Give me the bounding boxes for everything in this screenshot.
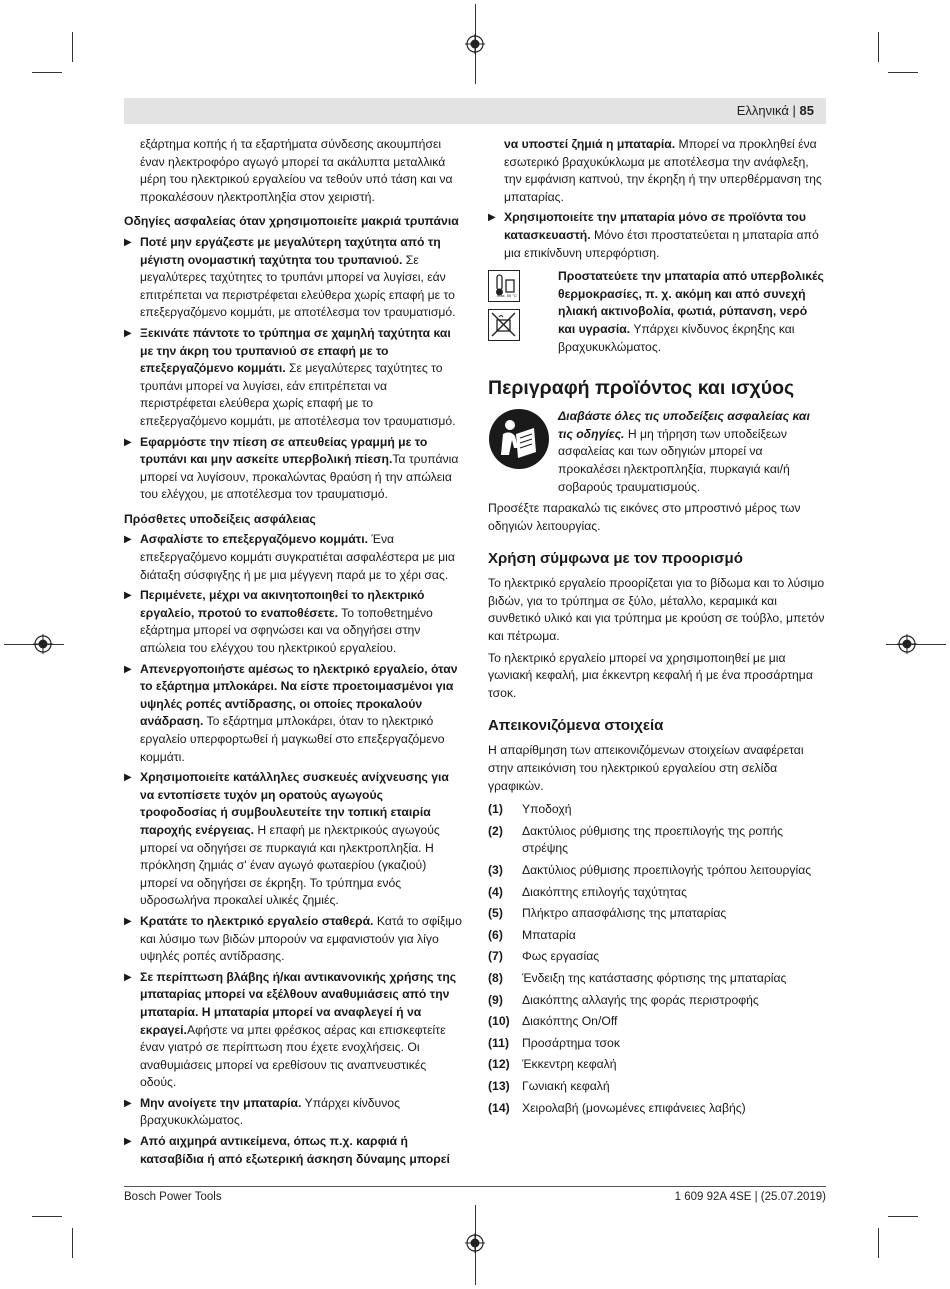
bullet-bold: Μην ανοίγετε την μπαταρία. [140,1095,302,1110]
bullet-text: Αφήστε να μπει φρέσκος αέρας και επισκεφτείτε έναν γιατρό σε περίπτωση που έχετε ενοχλήσεις. Οι αναθυμιάσεις μπορεί να ερεθίσουν τις αναπνευστικές οδούς. [140,1022,446,1090]
item-number: (2) [488,823,503,838]
bullet-item [124,531,462,584]
crop-mark [888,72,918,73]
bullet-text: Το εξάρτημα μπλοκάρει, όταν το ηλεκτρικό εργαλείο υπερφορτωθεί ή μαγκωθεί στο επεξεργαζόμενο κομμάτι. [140,714,445,764]
item-number: (13) [488,1078,510,1093]
footer-brand: Bosch Power Tools [124,1191,222,1203]
bullet-bold: Ξεκινάτε πάντοτε το τρύπημα σε χαμηλή ταχύτητα και με την άκρη του τρυπανιού σε επαφή με το επεξεργαζόμενο κομμάτι. [140,325,451,376]
item-number: (14) [488,1100,510,1115]
bullet-item [124,434,462,504]
protect-paragraph [558,268,826,356]
bullet-bold: Περιμένετε, μέχρι να ακινητοποιηθεί το ηλεκτρικό εργαλείο, προτού το εναποθέσετε. [140,588,425,620]
list-item [488,1013,826,1031]
header-label [737,103,814,118]
item-number: (10) [488,1014,510,1029]
section-heading: Πρόσθετες υποδείξεις ασφάλειας [124,511,316,526]
bullet-text: Τα τρυπάνια μπορεί να λυγίσουν, προκαλώντας θραύση ή την απώλεια του ελέγχου, με αποτέλεσμα τον τραυματισμό. [140,452,459,502]
item-label: Πλήκτρο απασφάλισης της μπαταρίας [522,906,727,921]
bullet-text: Σε μεγαλύτερες ταχύτητες το τρυπάνι μπορεί να λυγίσει, εάν επιτρέπεται να περιστρέφεται ελεύθερα χωρίς επαφή με το επεξεργαζόμενο κομμάτι, με αποτέλεσμα τον τραυματισμό. [140,252,456,320]
bullet-bold: Ποτέ μην εργάζεστε με μεγαλύτερη ταχύτητα από τη μέγιστη ονομαστική ταχύτητα του τρυπανιού. [140,234,441,267]
item-label: Διακόπτης On/Off [522,1014,618,1029]
list-item [488,948,826,966]
thermometer-battery-icon [488,270,520,302]
item-number: (4) [488,884,503,899]
read-text: Η μη τήρηση των υποδείξεων ασφαλείας και των οδηγιών μπορεί να προκαλέσει ηλεκτροπληξία, πυρκαγιά και/ή σοβαρούς τραυματισμούς. [558,426,790,494]
item-number: (12) [488,1057,510,1072]
page-header [124,98,826,124]
registration-mark-icon [897,634,917,654]
crop-mark [888,1216,918,1217]
item-number: (8) [488,970,503,985]
item-label: Διακόπτης αλλαγής της φοράς περιστροφής [522,992,759,1007]
use-paragraph-2: Το ηλεκτρικό εργαλείο μπορεί να χρησιμοποιηθεί με μια γωνιακή κεφαλή, μια έκκεντρη κεφαλή ή με ένα προσάρτημα τσοκ. [488,650,813,700]
read-manual-paragraph [558,408,826,496]
list-item [488,970,826,988]
bullet-bold: Ασφαλίστε το επεξεργαζόμενο κομμάτι. [140,532,368,547]
bullet-item [124,234,462,322]
registration-mark-icon [465,1233,485,1253]
components-list [488,801,826,1117]
bullet-item [124,1095,462,1130]
item-label: Δακτύλιος ρύθμισης προεπιλογής τρόπου λειτουργίας [522,863,812,877]
item-label: Δακτύλιος ρύθμισης της προεπιλογής της ροπής στρέψης [522,823,784,856]
bullet-bold: Από αιχμηρά αντικείμενα, όπως π.χ. καρφιά ή κατσαβίδια ή από εξωτερική άσκηση δύναμης μπορεί [140,1134,450,1166]
item-label: Ένδειξη της κατάστασης φόρτισης της μπαταρίας [522,970,787,985]
bullet-item [124,587,462,657]
read-manual-icon [488,408,550,470]
registration-mark-icon [33,634,53,654]
item-label: Έκκεντρη κεφαλή [522,1057,617,1072]
bullet-text: Υπάρχει κίνδυνος βραχυκυκλώματος. [140,1095,400,1128]
list-item [488,905,826,923]
protect-text: Υπάρχει κίνδυνος έκρηξης και βραχυκυκλώματος. [558,321,795,354]
item-label: Προσάρτημα τσοκ [522,1035,620,1050]
bullet-bold: Χρησιμοποιείτε κατάλληλες συσκευές ανίχνευσης για να εντοπίσετε τυχόν μη ορατούς αγωγούς τροφοδοσίας ή συμβουλευτείτε την τοπική εταιρία παροχής ενέργειας. [140,770,449,837]
bullet-text: Κατά το σφίξιμο και λύσιμο των βιδών μπορούν να εμφανιστούν για λίγο υψηλές ροπές αντίδρασης. [140,913,462,964]
header-separator: | [792,103,796,118]
list-item [488,884,826,902]
bullet-item [124,969,462,1092]
bullet-bold: να υποστεί ζημιά η μπαταρία. [504,137,676,151]
bullet-item [124,913,462,966]
bullet-text: Η επαφή με ηλεκτρικούς αγωγούς μπορεί να οδηγήσει σε πυρκαγιά και ηλεκτροπληξία. Η πρόκληση ζημιάς σ' έναν αγωγό φωταερίου (γκαζιού) μπορεί να οδηγήσει σε έκρηξη. Το τρύπημα ενός υδροσωλήνα προκαλεί υλικές ζημιές. [140,822,440,908]
bullet-bold: Απενεργοποιήστε αμέσως το ηλεκτρικό εργαλείο, όταν το εξάρτημα μπλοκάρει. Να είστε προετοιμασμένοι για υψηλές ροπές αντίδρασης, οι οποίες προκαλούν ανάδραση. [140,661,458,729]
item-label: Φως εργασίας [522,949,600,964]
item-label: Διακόπτης επιλογής ταχύτητας [522,884,687,899]
registration-mark-icon [465,34,485,54]
item-label: Γωνιακή κεφαλή [522,1078,610,1093]
item-number: (6) [488,927,503,942]
crop-mark [878,32,879,62]
item-number: (1) [488,802,503,817]
continued-paragraph [488,136,826,206]
bullet-text: Μόνο έτσι προστατεύεται η μπαταρία από μια επικίνδυνη υπερφόρτιση. [504,227,819,260]
warning-icons [488,268,558,356]
list-item [488,992,826,1010]
use-paragraph-1: Το ηλεκτρικό εργαλείο προορίζεται για το βίδωμα και το λύσιμο βιδών, για το τρύπημα σε ξύλο, μέταλλο, κεραμικά και συνθετικό υλικό και για τρύπημα με κρούση σε τούβλο, μπετόν και πέτρωμα. [488,576,825,644]
item-number: (5) [488,906,503,921]
list-item [488,1078,826,1096]
read-bold: Διαβάστε όλες τις υποδείξεις ασφαλείας και τις οδηγίες. [558,409,810,441]
footer-doc-id: 1 609 92A 4SE | (25.07.2019) [674,1191,826,1203]
section-heading: Οδηγίες ασφαλείας όταν χρησιμοποιείτε μακριά τρυπάνια [124,214,459,229]
item-number: (7) [488,949,503,964]
prohibited-icon [489,310,518,339]
bullet-item [488,209,826,262]
item-number: (11) [488,1035,510,1050]
bullet-text: Το τοποθετημένο εξάρτημα μπορεί να σφηνώσει και να οδηγήσει στην απώλεια του ελέγχου του ηλεκτρικού εργαλείου. [140,605,433,656]
item-label: Υποδοχή [522,802,572,817]
section-title: Περιγραφή προϊόντος και ισχύος [488,377,795,400]
bullet-item [124,769,462,910]
item-number: (3) [488,863,503,877]
list-item [488,1056,826,1074]
crop-mark [32,1216,62,1217]
protect-bold: Προστατεύετε την μπαταρία από υπερβολικές θερμοκρασίες, π. χ. ακόμη και από συνεχή ηλιακή ακτινοβολία, φωτιά, ρύπανση, νερό και υγρασία. [558,269,824,336]
left-column [124,136,462,1171]
list-item [488,1035,826,1053]
bullet-bold: Εφαρμόστε την πίεση σε απευθείας γραμμή με το τρυπάνι και μην ασκείτε υπερβολική πίεση. [140,434,428,467]
crop-mark [878,1228,879,1258]
intro-paragraph: εξάρτημα κοπής ή τα εξαρτήματα σύνδεσης ακουμπήσει έναν ηλεκτροφόρο αγωγό μπορεί τα ακάλυπτα μεταλλικά μέρη του ηλεκτρικού εργαλείου να τεθούν υπό τάση και να προκαλέσουν ηλεκτροπληξία στον χειριστή. [140,137,453,204]
list-item [488,862,826,880]
footer-rule [124,1186,826,1187]
bullet-text: Μπορεί να προκληθεί ένα εσωτερικό βραχυκύκλωμα με αποτέλεσμα την ανάφλεξη, την εμφάνιση καπνού, την έκρηξη ή την υπερθέρμανση της μπαταρίας. [504,137,822,204]
bullet-text: Ένα επεξεργαζόμενο κομμάτι συγκρατιέται ασφαλέστερα με μια διάταξη σύσφιγξης ή με μια μέγγενη παρά με το χέρι σας. [140,532,455,582]
list-item [488,823,826,858]
read-manual-block [488,408,826,496]
page-number: 85 [799,103,814,118]
crop-mark [72,32,73,62]
read-manual-icon-wrap [488,408,558,496]
crop-mark [32,72,62,73]
bullet-bold: Χρησιμοποιείτε την μπαταρία μόνο σε προϊόντα του κατασκευαστή. [504,210,806,242]
list-item [488,801,826,819]
right-column [488,136,826,1121]
crop-mark [72,1228,73,1258]
note-paragraph: Προσέξτε παρακαλώ τις εικόνες στο μπροστινό μέρος των οδηγιών λειτουργίας. [488,501,801,533]
list-item [488,1100,826,1118]
header-language: Ελληνικά [736,103,789,118]
components-heading: Απεικονιζόμενα στοιχεία [488,717,664,735]
bullet-bold: Κρατάτε το ηλεκτρικό εργαλείο σταθερά. [140,913,374,928]
temperature-warning [488,268,826,356]
bullet-item [124,661,462,767]
no-water-icon [488,309,520,341]
use-heading: Χρήση σύμφωνα με τον προορισμό [488,550,743,568]
components-intro: Η απαρίθμηση των απεικονιζόμενων στοιχείων αναφέρεται στην απεικόνιση του ηλεκτρικού εργαλείου στη σελίδα γραφικών. [488,743,804,793]
bullet-item [124,1133,462,1168]
item-label: Χειρολαβή (μονωμένες επιφάνειες λαβής) [522,1100,746,1115]
item-number: (9) [488,992,503,1007]
list-item [488,927,826,945]
temperature-label: max. 50 °C [497,293,517,299]
bullet-item [124,325,462,431]
bullet-bold: Σε περίπτωση βλάβης ή/και αντικανονικής χρήσης της μπαταρίας μπορεί να εξέλθουν αναθυμιάσεις από την μπαταρία. Η μπαταρία μπορεί να αναφλεγεί ή να εκραγεί. [140,969,457,1037]
item-label: Μπαταρία [522,927,576,942]
bullet-text: Σε μεγαλύτερες ταχύτητες το τρυπάνι μπορεί να λυγίσει, εάν επιτρέπεται να περιστρέφεται ελεύθερα χωρίς επαφή με το επεξεργαζόμενο κομμάτι, με αποτέλεσμα τον τραυματισμό. [140,361,456,428]
